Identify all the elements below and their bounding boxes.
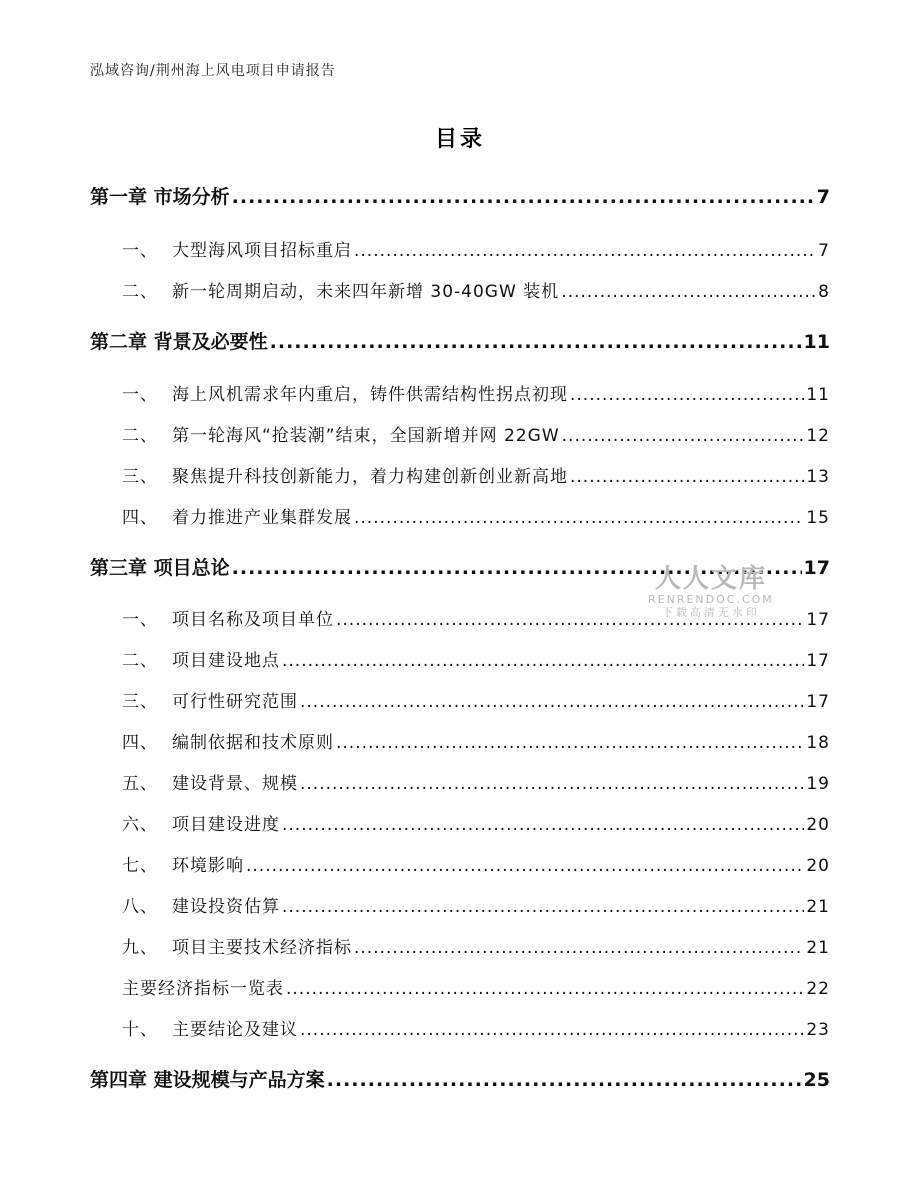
toc-section[interactable]: [122, 851, 830, 876]
toc-leader: [327, 1069, 802, 1091]
toc-chapter-num: 第四章: [90, 1069, 148, 1091]
toc-chapter-2[interactable]: [90, 327, 830, 354]
toc-page-number: 11: [803, 331, 830, 353]
watermark-logo-text: 人人文库: [654, 564, 767, 594]
toc-section-num: 四、: [122, 733, 158, 753]
toc-page-number: 17: [806, 651, 830, 671]
toc-chapter-title: 建设规模与产品方案: [153, 1069, 325, 1091]
toc-leader: [354, 508, 804, 528]
watermark-tagline: 下载高清无水印: [661, 606, 760, 619]
toc-page-number: 12: [806, 426, 830, 446]
toc-chapter-4[interactable]: [90, 1065, 830, 1092]
toc-section[interactable]: [122, 421, 830, 446]
toc-section-title: 可行性研究范围: [172, 692, 298, 712]
toc-section[interactable]: [122, 892, 830, 917]
toc-leader: [300, 1020, 804, 1040]
toc-page-number: 25: [803, 1069, 830, 1091]
toc-page-number: 22: [806, 979, 830, 999]
toc-section-title: 建设背景、规模: [172, 774, 298, 794]
toc-leader: [282, 815, 804, 835]
toc-leader: [232, 186, 815, 208]
toc-section-num: 一、: [122, 385, 158, 405]
toc-section[interactable]: [122, 462, 830, 487]
page-header: 泓域咨询/荆州海上风电项目申请报告: [90, 63, 336, 79]
toc-title: 目录: [434, 127, 485, 152]
toc-page-number: 21: [806, 938, 830, 958]
toc-page-number: 7: [818, 241, 830, 261]
toc-section-title: 项目建设进度: [172, 815, 280, 835]
toc-page-number: 17: [806, 610, 830, 630]
toc-section-num: 二、: [122, 282, 158, 302]
toc-page-number: 19: [806, 774, 830, 794]
toc-chapter-num: 第一章: [90, 186, 148, 208]
toc-section-num: 一、: [122, 241, 158, 261]
toc-section-num: 三、: [122, 467, 158, 487]
toc-section[interactable]: [122, 236, 830, 261]
toc-leader: [562, 426, 805, 446]
toc-leader: [282, 651, 804, 671]
toc-section-title: 项目建设地点: [172, 651, 280, 671]
toc-section-num: 六、: [122, 815, 158, 835]
watermark-url: RENRENDOC.COM: [648, 593, 774, 606]
toc-page-number: 8: [818, 282, 830, 302]
toc-section-num: 三、: [122, 692, 158, 712]
toc-section-title: 编制依据和技术原则: [172, 733, 334, 753]
toc-section-title: 环境影响: [172, 856, 244, 876]
toc-leader: [300, 692, 804, 712]
toc-leader: [570, 385, 804, 405]
watermark: [648, 566, 774, 618]
toc-leader: [336, 733, 804, 753]
toc-section[interactable]: [122, 503, 830, 528]
toc-leader: [246, 856, 804, 876]
toc-section-title: 项目名称及项目单位: [172, 610, 334, 630]
toc-chapter-1[interactable]: [90, 182, 830, 209]
toc-subentry[interactable]: [122, 974, 830, 999]
toc-section-title: 主要结论及建议: [172, 1020, 298, 1040]
toc-section-title: 聚焦提升科技创新能力，着力构建创新创业新高地: [172, 467, 568, 487]
toc-section-title: 大型海风项目招标重启: [172, 241, 352, 261]
toc-section-num: 九、: [122, 938, 158, 958]
toc-section[interactable]: [122, 646, 830, 671]
toc-page-number: 23: [806, 1020, 830, 1040]
toc-section-title: 新一轮周期启动，未来四年新增 30-40GW 装机: [172, 282, 560, 302]
toc-page-number: 21: [806, 897, 830, 917]
toc-section[interactable]: [122, 769, 830, 794]
toc-section-num: 八、: [122, 897, 158, 917]
toc-leader: [282, 897, 804, 917]
toc-section-title: 项目主要技术经济指标: [172, 938, 352, 958]
toc-leader: [270, 331, 802, 353]
toc-section-title: 第一轮海风“抢装潮”结束，全国新增并网 22GW: [172, 426, 560, 446]
toc-section[interactable]: [122, 687, 830, 712]
toc-page-number: 13: [806, 467, 830, 487]
toc-page-number: 17: [806, 692, 830, 712]
toc-chapter-title: 项目总论: [153, 557, 230, 579]
toc-section[interactable]: [122, 810, 830, 835]
toc-section[interactable]: [122, 380, 830, 405]
toc-section[interactable]: [122, 277, 830, 302]
toc-section-num: 一、: [122, 610, 158, 630]
toc-leader: [286, 979, 804, 999]
toc-section-title: 着力推进产业集群发展: [172, 508, 352, 528]
toc-section[interactable]: [122, 1015, 830, 1040]
toc-page-number: 7: [816, 186, 830, 208]
toc-section-num: 五、: [122, 774, 158, 794]
toc-section[interactable]: [122, 933, 830, 958]
toc-page-number: 17: [803, 557, 830, 579]
toc-chapter-num: 第三章: [90, 557, 148, 579]
toc-section-num: 十、: [122, 1020, 158, 1040]
toc-page-number: 18: [806, 733, 830, 753]
toc-leader: [354, 241, 816, 261]
toc-section-num: 二、: [122, 426, 158, 446]
toc-section-title: 建设投资估算: [172, 897, 280, 917]
toc-chapter-num: 第二章: [90, 331, 148, 353]
toc-chapter-title: 市场分析: [153, 186, 230, 208]
toc-leader: [300, 774, 804, 794]
toc-leader: [570, 467, 804, 487]
toc-page-number: 20: [806, 856, 830, 876]
toc-page-number: 11: [806, 385, 830, 405]
toc-section-title: 海上风机需求年内重启，铸件供需结构性拐点初现: [172, 385, 568, 405]
toc-section[interactable]: [122, 728, 830, 753]
toc-page-number: 15: [806, 508, 830, 528]
toc-page-number: 20: [806, 815, 830, 835]
toc-leader: [354, 938, 804, 958]
toc-section-num: 四、: [122, 508, 158, 528]
toc-section-num: 七、: [122, 856, 158, 876]
toc-section-title: 主要经济指标一览表: [122, 979, 284, 999]
toc-leader: [561, 282, 816, 302]
toc-chapter-title: 背景及必要性: [153, 331, 268, 353]
toc-section-num: 二、: [122, 651, 158, 671]
